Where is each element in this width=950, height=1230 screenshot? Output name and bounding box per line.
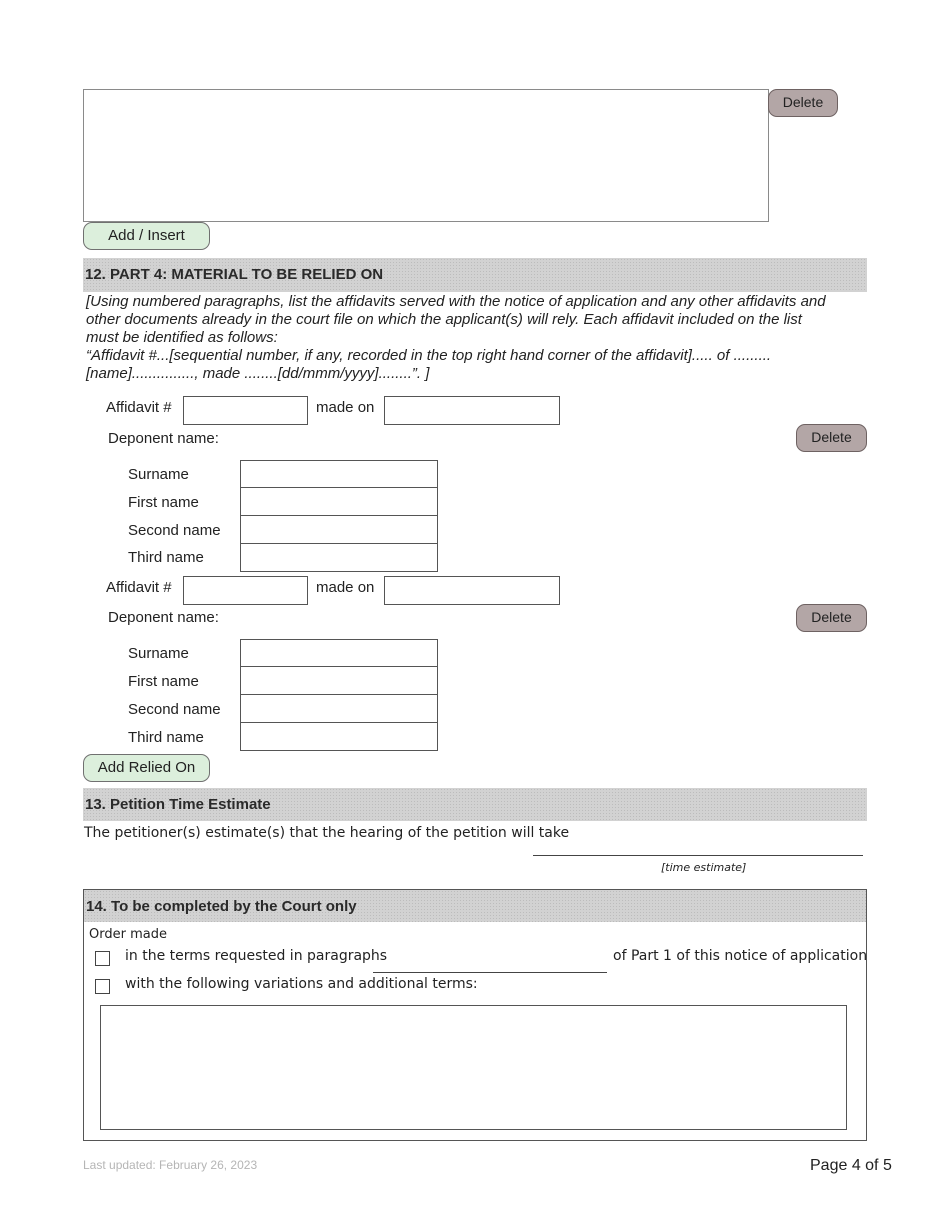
deponent-name-fields [240, 460, 438, 572]
instructions-line: must be identified as follows: [86, 329, 278, 346]
surname-input[interactable] [240, 639, 438, 667]
affidavit-number-input[interactable] [183, 576, 308, 605]
surname-label: Surname [128, 466, 189, 483]
delete-affidavit-button[interactable]: Delete [796, 604, 867, 632]
order-made-label: Order made [89, 927, 167, 942]
add-relied-on-button[interactable]: Add Relied On [83, 754, 210, 782]
first-name-label: First name [128, 494, 199, 511]
first-name-label: First name [128, 673, 199, 690]
third-name-label: Third name [128, 729, 204, 746]
surname-label: Surname [128, 645, 189, 662]
affidavit-number-input[interactable] [183, 396, 308, 425]
terms-requested-suffix: of Part 1 of this notice of application [613, 948, 868, 964]
court-only-heading: 14. To be completed by the Court only [84, 890, 866, 922]
part4-heading: 12. PART 4: MATERIAL TO BE RELIED ON [83, 258, 867, 292]
delete-text-box-button[interactable]: Delete [768, 89, 838, 117]
second-name-label: Second name [128, 701, 221, 718]
surname-input[interactable] [240, 460, 438, 488]
first-name-input[interactable] [240, 667, 438, 695]
third-name-label: Third name [128, 549, 204, 566]
variations-text-area[interactable] [100, 1005, 847, 1130]
terms-requested-label: in the terms requested in paragraphs [125, 948, 388, 964]
add-insert-button[interactable]: Add / Insert [83, 222, 210, 250]
instructions-line: other documents already in the court file on which the applicant(s) will rely. Each affidavit included on the list [86, 311, 802, 328]
additional-text-box[interactable] [83, 89, 769, 222]
second-name-input[interactable] [240, 516, 438, 544]
time-estimate-input[interactable] [533, 837, 863, 856]
second-name-label: Second name [128, 522, 221, 539]
paragraphs-input[interactable] [373, 954, 607, 973]
part4-instructions [86, 293, 876, 383]
terms-requested-checkbox[interactable] [95, 951, 110, 966]
made-on-date-input[interactable] [384, 396, 560, 425]
instructions-line: [name]..............., made ........[dd/mmm/yyyy]........”. ] [86, 365, 430, 382]
time-estimate-statement: The petitioner(s) estimate(s) that the hearing of the petition will take [84, 825, 570, 841]
made-on-label: made on [316, 579, 375, 596]
time-estimate-heading: 13. Petition Time Estimate [83, 788, 867, 821]
affidavit-number-label: Affidavit # [106, 579, 172, 596]
deponent-name-fields [240, 639, 438, 751]
affidavit-number-label: Affidavit # [106, 399, 172, 416]
delete-affidavit-button[interactable]: Delete [796, 424, 867, 452]
made-on-date-input[interactable] [384, 576, 560, 605]
second-name-input[interactable] [240, 695, 438, 723]
third-name-input[interactable] [240, 723, 438, 751]
variations-label: with the following variations and additional terms: [125, 976, 478, 992]
last-updated: Last updated: February 26, 2023 [83, 1158, 258, 1172]
page-number: Page 4 of 5 [810, 1157, 892, 1174]
instructions-line: [Using numbered paragraphs, list the affidavits served with the notice of application and any other affidavits and [86, 293, 826, 310]
first-name-input[interactable] [240, 488, 438, 516]
deponent-name-label: Deponent name: [108, 430, 219, 447]
time-estimate-caption: [time estimate] [661, 861, 747, 874]
third-name-input[interactable] [240, 544, 438, 572]
deponent-name-label: Deponent name: [108, 609, 219, 626]
instructions-line: “Affidavit #...[sequential number, if any, recorded in the top right hand corner of the affidavit]..... of ......... [86, 347, 772, 364]
variations-checkbox[interactable] [95, 979, 110, 994]
made-on-label: made on [316, 399, 375, 416]
